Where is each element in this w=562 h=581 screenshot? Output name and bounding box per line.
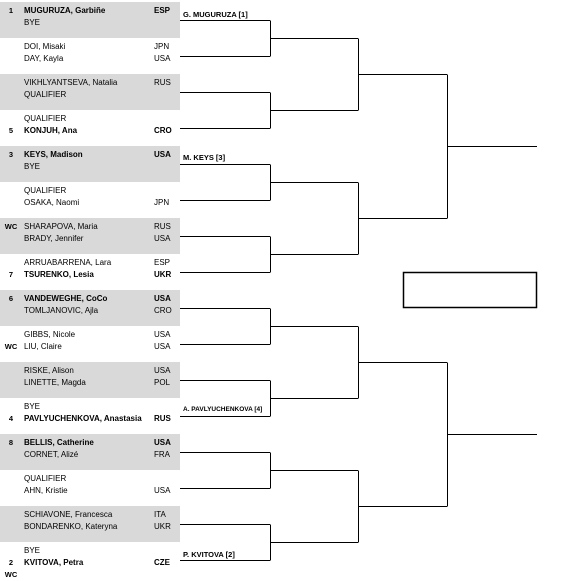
player-nationality: ESP bbox=[154, 258, 171, 267]
player-seed: 8 bbox=[8, 438, 14, 447]
player-name: KONJUH, Ana bbox=[24, 126, 78, 135]
player-nationality: USA bbox=[154, 150, 171, 159]
player-name: BYE bbox=[24, 162, 41, 171]
player-name: DOI, Misaki bbox=[24, 42, 66, 51]
player-name: LIU, Claire bbox=[24, 342, 62, 351]
player-nationality: CZE bbox=[154, 558, 170, 567]
player-seed: 7 bbox=[8, 270, 14, 279]
player-seed: 3 bbox=[8, 150, 14, 159]
player-name: BONDARENKO, Kateryna bbox=[24, 522, 118, 531]
player-seed: WC bbox=[4, 222, 18, 231]
player-name: DAY, Kayla bbox=[24, 54, 64, 63]
player-name: GIBBS, Nicole bbox=[24, 330, 76, 339]
player-nationality: RUS bbox=[154, 78, 171, 87]
player-name: SCHIAVONE, Francesca bbox=[24, 510, 113, 519]
player-seed: 4 bbox=[8, 414, 14, 423]
player-nationality: USA bbox=[154, 486, 171, 495]
player-nationality: USA bbox=[154, 438, 171, 447]
player-name: QUALIFIER bbox=[24, 474, 67, 483]
player-seed: 6 bbox=[8, 294, 14, 303]
winner-box bbox=[404, 273, 537, 308]
player-nationality: USA bbox=[154, 54, 171, 63]
player-name: KVITOVA, Petra bbox=[24, 558, 84, 567]
player-nationality: POL bbox=[154, 378, 171, 387]
player-name: AHN, Kristie bbox=[24, 486, 68, 495]
player-name: LINETTE, Magda bbox=[24, 378, 86, 387]
player-nationality: FRA bbox=[154, 450, 170, 459]
player-nationality: CRO bbox=[154, 126, 172, 135]
player-nationality: USA bbox=[154, 342, 171, 351]
player-name: BYE bbox=[24, 18, 41, 27]
player-seed: 5 bbox=[8, 126, 14, 135]
player-name: ARRUABARRENA, Lara bbox=[24, 258, 112, 267]
player-name: TOMLJANOVIC, Ajla bbox=[24, 306, 99, 315]
player-nationality: USA bbox=[154, 294, 171, 303]
player-nationality: USA bbox=[154, 330, 171, 339]
player-name: QUALIFIER bbox=[24, 114, 67, 123]
player-name: VIKHLYANTSEVA, Natalia bbox=[24, 78, 118, 87]
player-nationality: JPN bbox=[154, 198, 170, 207]
player-name: MUGURUZA, Garbiñe bbox=[24, 6, 106, 15]
player-seed: WC bbox=[4, 342, 18, 351]
player-nationality: RUS bbox=[154, 222, 171, 231]
advance-label-3: A. PAVLYUCHENKOVA [4] bbox=[183, 406, 263, 413]
advance-label-4: P. KVITOVA [2] bbox=[183, 550, 235, 559]
player-name: PAVLYUCHENKOVA, Anastasia bbox=[24, 414, 142, 423]
player-name: VANDEWEGHE, CoCo bbox=[24, 294, 108, 303]
player-name: QUALIFIER bbox=[24, 186, 67, 195]
player-name: BYE bbox=[24, 546, 41, 555]
advance-label-1: G. MUGURUZA [1] bbox=[183, 10, 248, 19]
player-name: CORNET, Alizé bbox=[24, 450, 79, 459]
player-name: RISKE, Alison bbox=[24, 366, 74, 375]
player-name: TSURENKO, Lesia bbox=[24, 270, 94, 279]
advance-label-2: M. KEYS [3] bbox=[183, 153, 226, 162]
player-nationality: UKR bbox=[154, 270, 172, 279]
player-nationality: UKR bbox=[154, 522, 171, 531]
player-name: BRADY, Jennifer bbox=[24, 234, 84, 243]
player-name: KEYS, Madison bbox=[24, 150, 83, 159]
player-seed: 2 WC bbox=[4, 558, 18, 579]
player-nationality: USA bbox=[154, 234, 171, 243]
player-nationality: USA bbox=[154, 366, 171, 375]
player-name: OSAKA, Naomi bbox=[24, 198, 80, 207]
player-seed: 1 bbox=[8, 6, 14, 15]
player-name: SHARAPOVA, Maria bbox=[24, 222, 98, 231]
player-name: QUALIFIER bbox=[24, 90, 67, 99]
player-nationality: JPN bbox=[154, 42, 170, 51]
player-nationality: CRO bbox=[154, 306, 172, 315]
player-name: BYE bbox=[24, 402, 41, 411]
player-nationality: RUS bbox=[154, 414, 171, 423]
player-nationality: ITA bbox=[154, 510, 166, 519]
player-nationality: ESP bbox=[154, 6, 171, 15]
player-name: BELLIS, Catherine bbox=[24, 438, 94, 447]
